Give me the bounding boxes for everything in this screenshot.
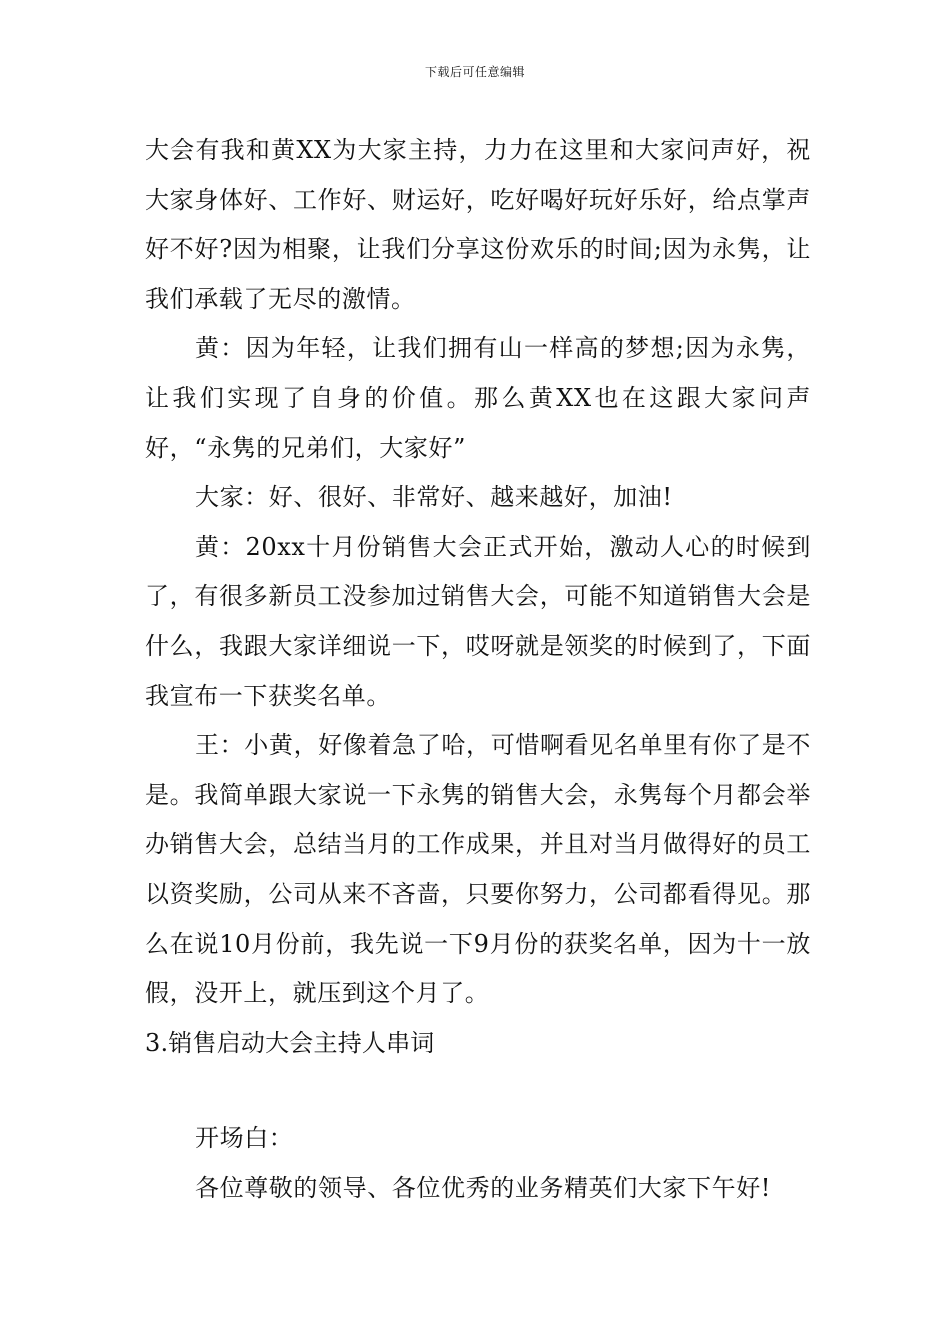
paragraph-huang-1: 黄：因为年轻，让我们拥有山一样高的梦想;因为永隽，让我们实现了自身的价值。那么黄XX也在这跟大家问声好，“永隽的兄弟们，大家好”: [145, 334, 811, 462]
section-spacer: [145, 1068, 811, 1114]
paragraph-audience: 大家：好、很好、非常好、越来越好，加油!: [195, 483, 673, 512]
document-body: [145, 126, 811, 1213]
paragraph-wang: 王：小黄，好像着急了哈，可惜啊看见名单里有你了是不是。我简单跟大家说一下永隽的销售大会，永隽每个月都会举办销售大会，总结当月的工作成果，并且对当月做得好的员工以资奖励，公司从来不吝啬，只要你努力，公司都看得见。那么在说10月份前，我先说一下9月份的获奖名单，因为十一放假，没开上，就压到这个月了。: [145, 731, 811, 1008]
opening-label: 开场白：: [195, 1124, 294, 1153]
greeting-paragraph: 各位尊敬的领导、各位优秀的业务精英们大家下午好!: [195, 1173, 772, 1202]
paragraph-opening-host: 大会有我和黄XX为大家主持，力力在这里和大家问声好，祝大家身体好、工作好、财运好，吃好喝好玩好乐好，给点掌声好不好?因为相聚，让我们分享这份欢乐的时间;因为永隽，让我们承载了无尽的激情。: [145, 136, 811, 313]
page-header: 下载后可任意编辑: [424, 65, 525, 79]
section-heading: 3.销售启动大会主持人串词: [145, 1028, 435, 1057]
paragraph-huang-2: 黄：20xx十月份销售大会正式开始，激动人心的时候到了，有很多新员工没参加过销售大会，可能不知道销售大会是什么，我跟大家详细说一下，哎呀就是领奖的时候到了，下面我宣布一下获奖名单。: [145, 532, 811, 710]
